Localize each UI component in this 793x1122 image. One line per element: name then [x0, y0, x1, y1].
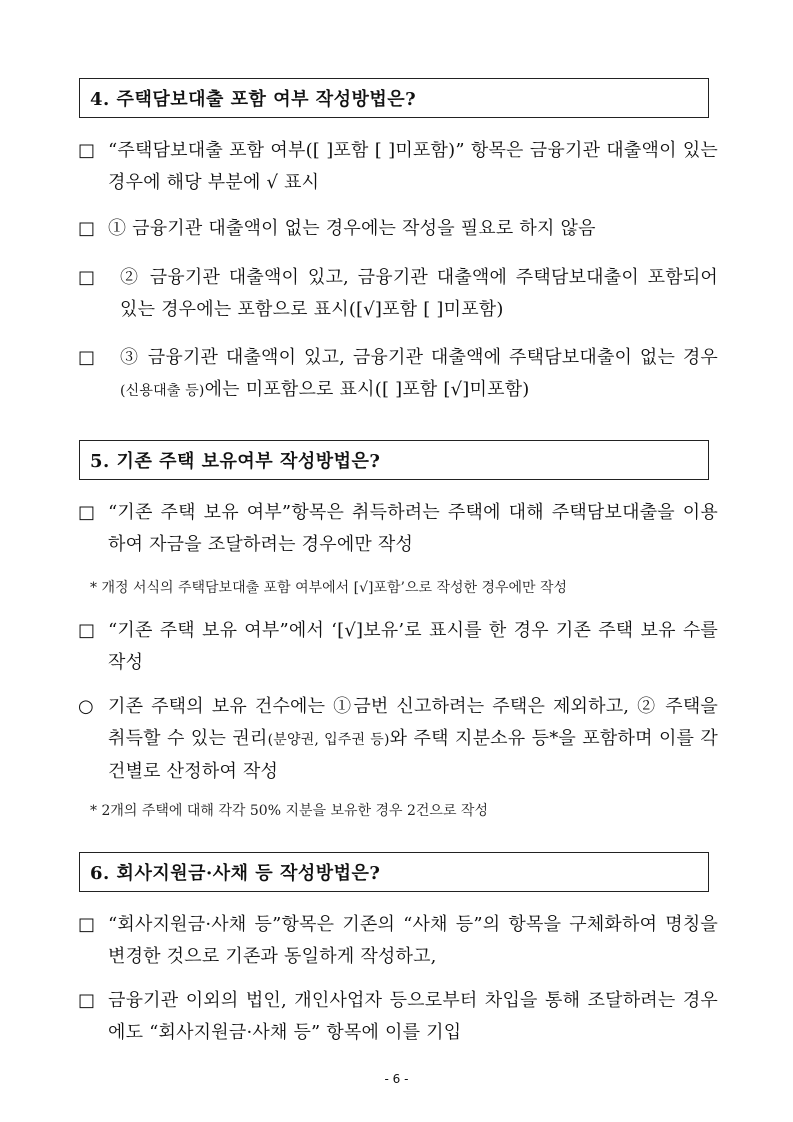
item-text: “기존 주택 보유 여부”항목은 취득하려는 주택에 대해 주택담보대출을 이용하여 자금을 조달하려는 경우에만 작성	[108, 502, 718, 555]
section-4-title: 4. 주택담보대출 포함 여부 작성방법은?	[90, 89, 417, 110]
section-6-heading	[79, 852, 709, 892]
checkbox-bullet: □	[78, 502, 96, 523]
section-5-item-3	[78, 691, 718, 788]
footnote-marker: *	[90, 803, 97, 819]
checkbox-bullet: □	[78, 620, 96, 641]
checkbox-bullet: □	[78, 990, 96, 1011]
footnote-text: 2개의 주택에 대해 각각 50% 지분을 보유한 경우 2건으로 작성	[101, 803, 488, 819]
checkbox-bullet: □	[78, 218, 96, 239]
checkbox-bullet: □	[78, 140, 96, 161]
footnote-marker: *	[90, 580, 97, 596]
section-4-item-3	[78, 262, 718, 326]
section-4-item-1	[78, 135, 718, 199]
footnote-text: 개정 서식의 주택담보대출 포함 여부에서 [√]포함’으로 작성한 경우에만 작성	[101, 580, 568, 596]
item-text-main: 기존 주택의 보유 건수에는 ①금번 신고하려는 주택은 제외하고, ② 주택을 취득할 수 있는 권리	[108, 696, 718, 749]
section-4-item-4	[78, 342, 718, 407]
circle-bullet: ○	[78, 696, 94, 717]
item-text	[78, 691, 718, 788]
section-4-item-2	[78, 213, 718, 245]
section-5-item-1	[78, 497, 718, 561]
item-text: 금융기관 이외의 법인, 개인사업자 등으로부터 차입을 통해 조달하려는 경우에도 “회사지원금·사채 등” 항목에 이를 기입	[108, 990, 718, 1043]
item-text-rest: 와 주택 지분소유 등*을 포함하며 이를 각 건별로 산정하여 작성	[108, 728, 718, 782]
section-4-heading	[79, 78, 709, 118]
page-number: - 6 -	[384, 1072, 409, 1086]
section-5-item-2	[78, 615, 718, 679]
item-text-note: (신용대출 등)	[120, 383, 205, 399]
section-5-title: 5. 기존 주택 보유여부 작성방법은?	[90, 451, 381, 472]
item-text	[78, 342, 718, 407]
section-5-footnote-1	[90, 577, 720, 599]
section-5-heading	[79, 440, 709, 480]
checkbox-bullet: □	[78, 267, 96, 288]
item-text-rest: 에는 미포함으로 표시([ ]포함 [√]미포함)	[204, 379, 530, 400]
section-5-footnote-2	[90, 800, 720, 822]
section-6-item-1	[78, 909, 718, 973]
item-text: ② 금융기관 대출액이 있고, 금융기관 대출액에 주택담보대출이 포함되어 있는 경우에는 포함으로 표시([√]포함 [ ]미포함)	[120, 267, 718, 320]
item-text: “기존 주택 보유 여부”에서 ‘[√]보유’로 표시를 한 경우 기존 주택 보유 수를 작성	[108, 620, 718, 673]
item-text: “회사지원금·사채 등”항목은 기존의 “사채 등”의 항목을 구체화하여 명칭을 변경한 것으로 기존과 동일하게 작성하고,	[108, 914, 718, 967]
checkbox-bullet: □	[78, 347, 96, 368]
item-text: “주택담보대출 포함 여부([ ]포함 [ ]미포함)” 항목은 금융기관 대출액이 있는 경우에 해당 부분에 √ 표시	[108, 140, 718, 193]
item-text-note: (분양권, 입주권 등)	[267, 732, 390, 748]
section-6-title: 6. 회사지원금·사채 등 작성방법은?	[90, 863, 381, 884]
item-text-main: ③ 금융기관 대출액이 있고, 금융기관 대출액에 주택담보대출이 없는 경우	[120, 347, 718, 368]
item-text: ① 금융기관 대출액이 없는 경우에는 작성을 필요로 하지 않음	[108, 218, 596, 239]
checkbox-bullet: □	[78, 914, 96, 935]
section-6-item-2	[78, 985, 718, 1049]
